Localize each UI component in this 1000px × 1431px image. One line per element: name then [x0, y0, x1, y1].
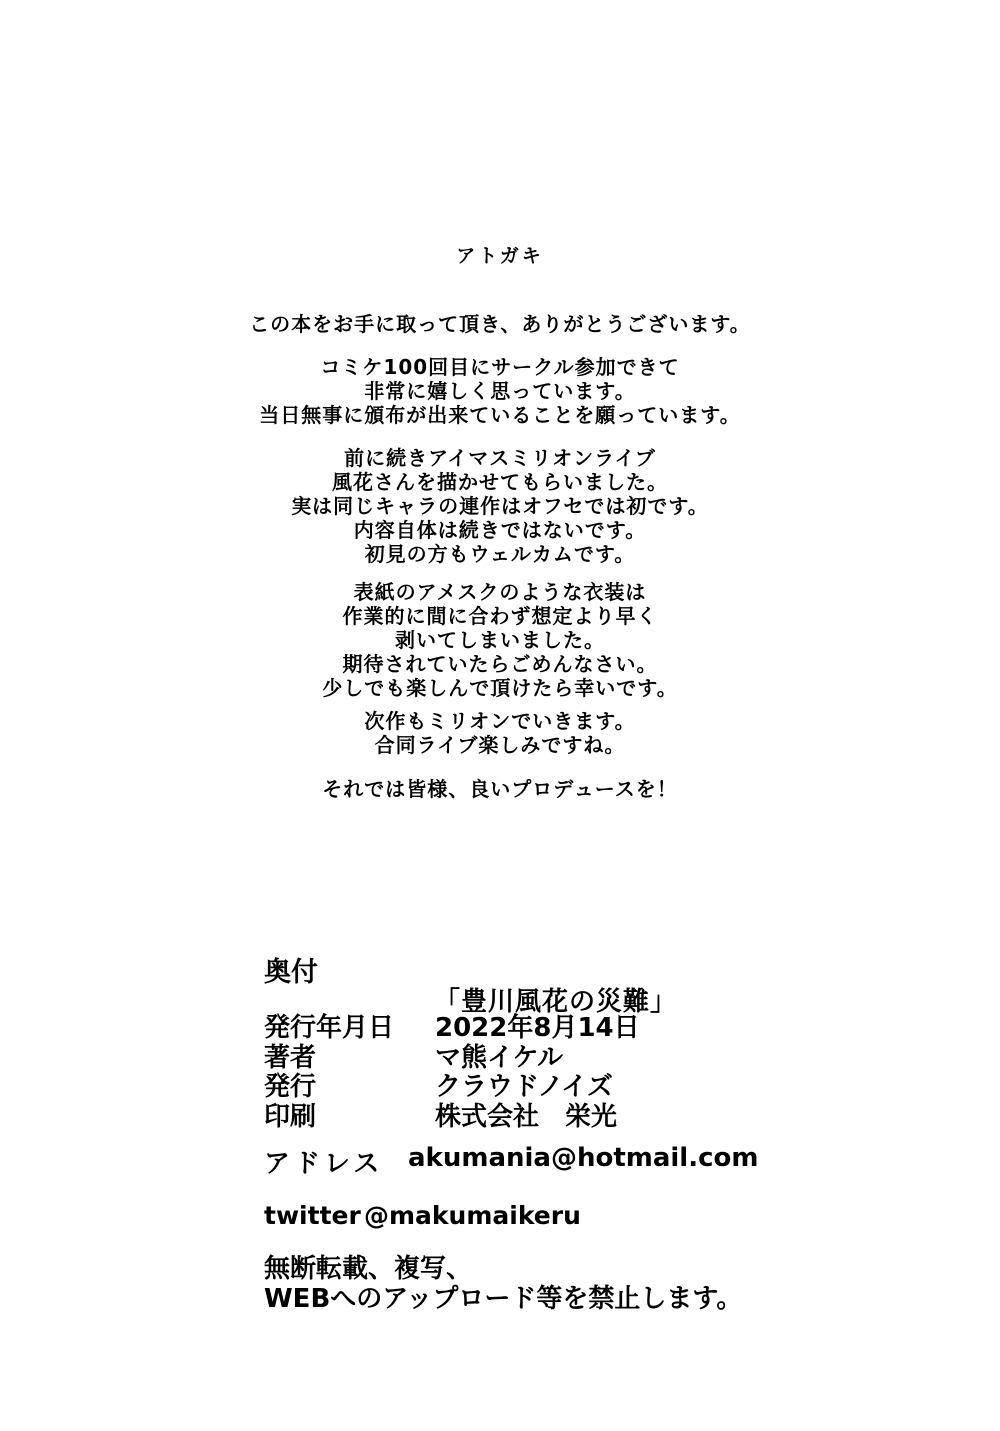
colophon-value: マ熊イケル	[435, 1043, 564, 1073]
colophon-value: 株式会社 栄光	[435, 1102, 618, 1132]
afterword-line: この本をお手に取って頂き、ありがとうございます。	[249, 312, 751, 336]
colophon-value: クラウドノイズ	[435, 1072, 613, 1102]
afterword-line: 内容自体は続きではないです。	[353, 518, 647, 542]
colophon-heading: 奥付	[264, 957, 318, 988]
twitter-label: twitter	[264, 1201, 361, 1230]
afterword-line: 次作もミリオンでいきます。	[364, 709, 636, 733]
afterword-line: 実は同じキャラの連作はオフセでは初です。	[291, 494, 709, 518]
colophon-label: 著者	[264, 1043, 317, 1073]
afterword-paragraph-2	[0, 355, 1000, 427]
copyright-notice	[264, 1254, 742, 1314]
afterword-line: 期待されていたらごめんなさい。	[342, 652, 658, 676]
address-label: アドレス	[264, 1149, 384, 1179]
colophon-label: 発行	[264, 1072, 317, 1102]
afterword-line: コミケ100回目にサークル参加できて	[320, 355, 680, 379]
afterword-line: 当日無事に頒布が出来ていることを願っています。	[259, 403, 741, 427]
afterword-line: 初見の方もウェルカムです。	[364, 542, 636, 566]
afterword-paragraph-5	[0, 709, 1000, 757]
twitter-handle: @makumaikeru	[364, 1201, 581, 1230]
afterword-line: それでは皆様、良いプロデュースを！	[322, 777, 678, 801]
afterword-line: 前に続きアイマスミリオンライブ	[344, 446, 656, 470]
afterword-line: 少しでも楽しんで頂けたら幸いです。	[322, 676, 678, 700]
afterword-line: 表紙のアメスクのような衣装は	[353, 580, 647, 604]
afterword-paragraph-3	[0, 446, 1000, 566]
colophon-label: 印刷	[264, 1102, 317, 1132]
notice-line: WEBへのアップロード等を禁止します。	[264, 1284, 743, 1314]
afterword-line: 剥いてしまいました。	[395, 628, 605, 652]
email-address: akumania@hotmail.com	[408, 1143, 759, 1173]
notice-line: 無断転載、複写、	[264, 1254, 473, 1284]
afterword-line: 作業的に間に合わず想定より早く	[342, 604, 658, 628]
book-title: 「豊川風花の災難」	[434, 987, 678, 1017]
colophon-label: 発行年月日	[264, 1013, 395, 1043]
afterword-line: 合同ライブ楽しみですね。	[374, 733, 626, 757]
afterword-paragraph-1	[0, 312, 1000, 336]
afterword-line: 風花さんを描かせてもらいました。	[332, 470, 668, 494]
afterword-line: 非常に嬉しく思っています。	[364, 379, 636, 403]
afterword-paragraph-6	[0, 777, 1000, 801]
afterword-paragraph-4	[0, 580, 1000, 700]
colophon-value: 2022年8月14日	[435, 1013, 640, 1043]
afterword-title: アトガキ	[456, 245, 544, 267]
